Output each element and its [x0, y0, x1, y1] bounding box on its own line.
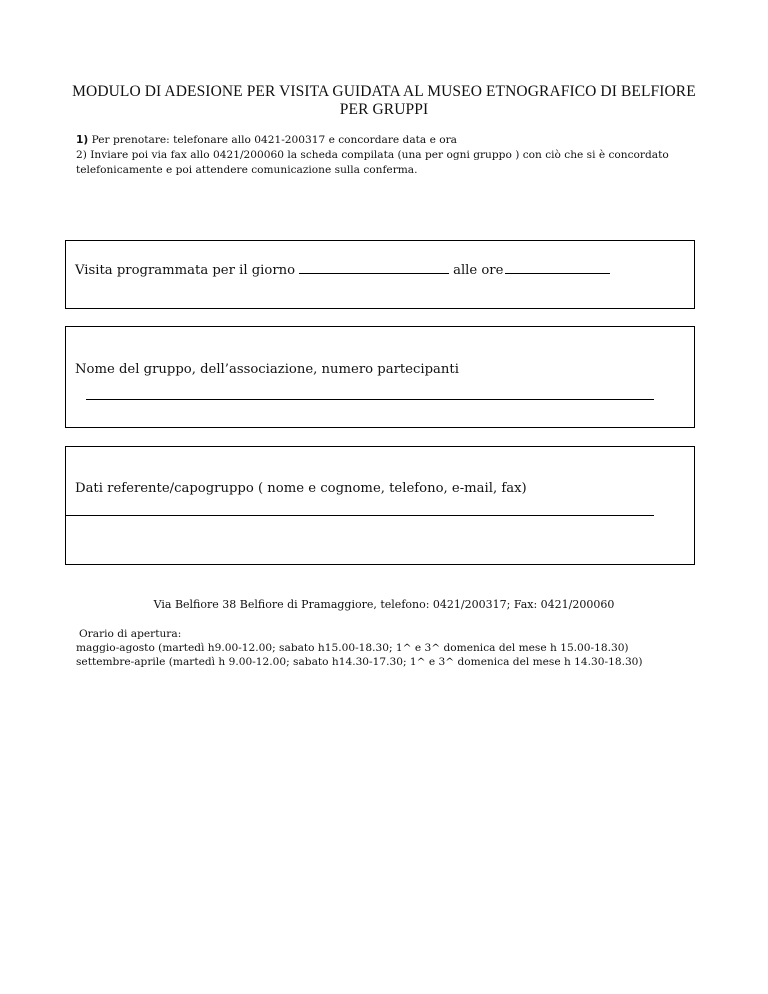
- visit-date-row: [75, 261, 610, 278]
- step-1-number: 1): [76, 134, 89, 146]
- opening-hours-winter: settembre-aprile (martedì h 9.00-12.00; sabato h14.30-17.30; 1^ e 3^ domenica del mese h 14.30-18.30): [76, 656, 643, 668]
- document-title: [60, 83, 708, 119]
- visit-date-label: Visita programmata per il giorno: [75, 263, 296, 278]
- referent-field[interactable]: [66, 515, 654, 516]
- title-line-2: PER GRUPPI: [339, 101, 429, 118]
- title-line-1: MODULO DI ADESIONE PER VISITA GUIDATA AL MUSEO ETNOGRAFICO DI BELFIORE: [72, 83, 696, 100]
- instruction-step-2: 2) Inviare poi via fax allo 0421/200060 la scheda compilata (una per ogni gruppo ) con ciò che si è concordato telefonicamente e poi attendere comunicazione sulla conferma.: [76, 149, 669, 176]
- visit-date-box: [65, 240, 695, 309]
- visit-date-field[interactable]: [299, 261, 449, 274]
- referent-box: [65, 446, 695, 565]
- group-name-field[interactable]: [86, 399, 654, 400]
- referent-label: Dati referente/capogruppo ( nome e cognome, telefono, e-mail, fax): [75, 481, 527, 496]
- group-name-label: Nome del gruppo, dell’associazione, numero partecipanti: [75, 362, 459, 377]
- visit-time-field[interactable]: [505, 261, 610, 274]
- visit-time-label: alle ore: [453, 263, 504, 278]
- opening-hours-summer: maggio-agosto (martedì h9.00-12.00; sabato h15.00-18.30; 1^ e 3^ domenica del mese h 15.00-18.30): [76, 642, 629, 654]
- instructions: [76, 133, 706, 178]
- group-name-box: [65, 326, 695, 428]
- instruction-step-1: [76, 133, 706, 148]
- opening-hours-title: Orario di apertura:: [79, 628, 182, 640]
- step-1-text: Per prenotare: telefonare allo 0421-200317 e concordare data e ora: [88, 134, 457, 146]
- museum-address: Via Belfiore 38 Belfiore di Pramaggiore, telefono: 0421/200317; Fax: 0421/200060: [153, 598, 615, 611]
- opening-hours: [76, 627, 716, 669]
